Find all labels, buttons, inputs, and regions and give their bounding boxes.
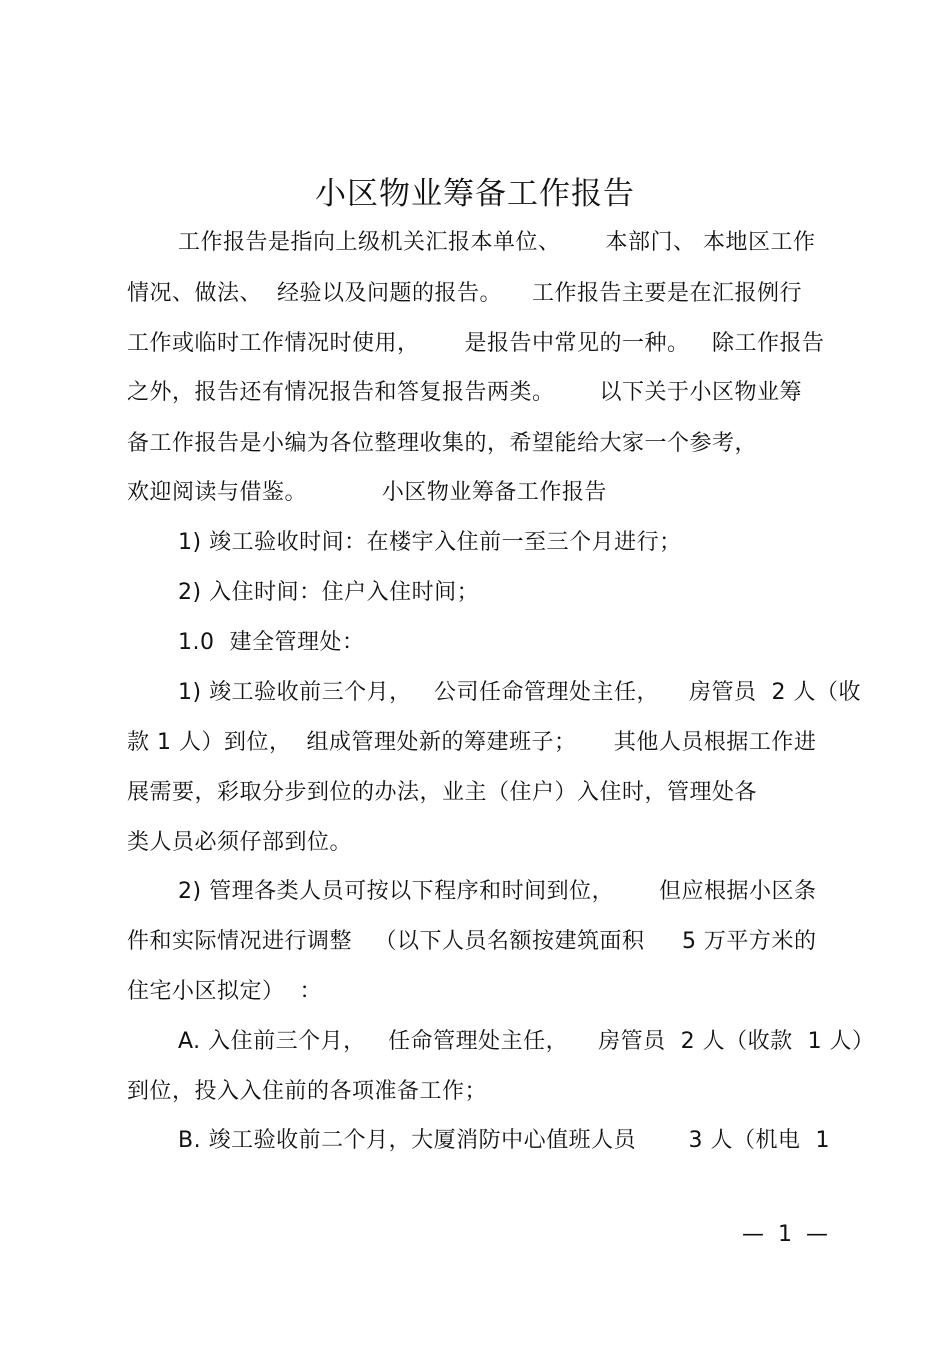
document-title: 小区物业筹备工作报告 [315, 176, 635, 212]
paragraph-line: 展需要，彩取分步到位的办法，业主（住户）入住时，管理处各 [127, 780, 758, 805]
page-number: — 1 — [742, 1222, 828, 1247]
paragraph-line: 类人员必须仔部到位。 [127, 830, 353, 855]
paragraph-line: 备工作报告是小编为各位整理收集的，希望能给大家一个参考， [127, 431, 758, 456]
paragraph-line: 工作报告是指向上级机关汇报本单位、 本部门、 本地区工作 [178, 230, 816, 255]
paragraph-line: 工作或临时工作情况时使用， 是报告中常见的一种。 除工作报告 [127, 331, 825, 356]
paragraph-line: 之外，报告还有情况报告和答复报告两类。 以下关于小区物业筹 [127, 380, 802, 405]
paragraph-line: 情况、做法、 经验以及问题的报告。 工作报告主要是在汇报例行 [127, 281, 802, 306]
paragraph-line: 2) 入住时间：住户入住时间； [178, 580, 480, 605]
paragraph-line: 2) 管理各类人员可按以下程序和时间到位， 但应根据小区条 [178, 879, 817, 904]
paragraph-line: 1) 竣工验收前三个月， 公司任命管理处主任， 房管员 2 人（收 [178, 680, 862, 705]
paragraph-line: 1) 竣工验收时间：在楼宇入住前一至三个月进行； [178, 530, 682, 555]
paragraph-line: 到位，投入入住前的各项准备工作； [127, 1079, 488, 1104]
paragraph-line: 欢迎阅读与借鉴。 小区物业筹备工作报告 [127, 480, 607, 505]
paragraph-line: A. 入住前三个月， 任命管理处主任， 房管员 2 人（收款 1 人） [178, 1029, 875, 1054]
paragraph-line: B. 竣工验收前二个月，大厦消防中心值班人员 3 人（机电 1 [178, 1128, 831, 1153]
paragraph-line: 件和实际情况进行调整 （以下人员名额按建筑面积 5 万平方米的 [127, 929, 817, 954]
paragraph-line: 住宅小区拟定） ： [127, 979, 322, 1004]
section-heading: 1.0 建全管理处： [178, 630, 365, 655]
paragraph-line: 款 1 人）到位， 组成管理处新的筹建班子； 其他人员根据工作进 [127, 730, 817, 755]
